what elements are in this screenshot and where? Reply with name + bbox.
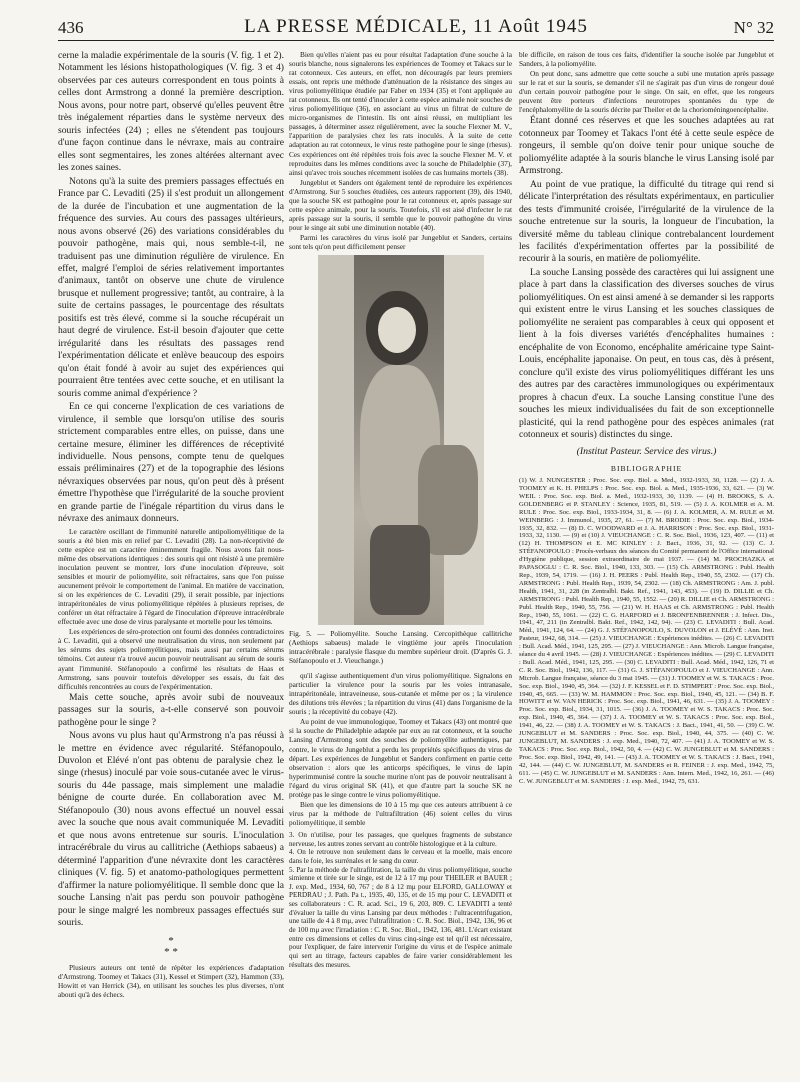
bibliography-list: (1) W. J. NUNGESTER : Proc. Soc. exp. Biol. a. Med., 1932-1933, 30, 1128. — (2) J. A. TOOMEY et K. H. PHELPS : Proc. Soc. exp. Biol. a. Med., 1935-1936, 33, 621. — (3) W. WEIL : Proc. Soc. exp. Biol. a. Med., 1932-1933, 30, 1139. — (4) H. BROOKS, S. A. GOLDENBERG et P. STANLEY : Science, 1935, 81, 519. — (5) J. A. KOLMER et A. M. RULE : Proc. Soc. exp. Biol., 1933-1934, 31, 8. — (6) J. A. KOLMER, A. M. RULE et M. WEINBERG : J. Immunol., 1935, 27, 61. — (7) M. BRODIE : Proc. Soc. exp. Biol., 1934-1935, 32, 832. — (8) D. C. WOODWARD et J. A. HARRISON : Proc. Soc. exp. Biol., 1931-1933, 32, 1130. — (9) et (10) J. VIEUCHANGE : C. R. Soc. Biol., 1936, 123, 407. — (11) et (12) H. THOMPSON et E. MC KINLEY : J. Bact., 1936, 31, 92. — (13) C. J. STÉFANOPOULO : Procès-verbaux des séances du Comité permanent de l'Office international d'Hygiène publique, session extraordinaire de mai 1937. — (14) M. PROCHAZKA et PAPASOGLU : C. R. Soc. Biol., 1940, 133, 303. — (15) Ch. ARMSTRONG : Publ. Health Rep., 1939, 54, 1719. — (16) J. H. PEERS : Publ. Health Rep., 1940, 55, 2302. — (17) Ch. ARMSTRONG : Publ. Health Rep., 1939, 54, 2302. — (18) Ch. ARMSTRONG : Am. J. publ. Health, 1941, 31, 228 (in Zentralbl. Bakt. Ref., 1941, 143, 453). — (19) D. DILLIE et Ch. ARMSTRONG : Publ. Health Rep., 1940, 55, 1552. — (20) R. DILLIE et Ch. ARMSTRONG : Publ. Health Rep., 1940, 55, 756. — (21) W. H. HAAS et Ch. ARMSTRONG : Publ. Health Rep., 1940, 55, 1061. — (22) C. G. HARFORD et J. BRONFENBRENNER : J. Infect. Dis., 1941, 47, 211 (in Zentralbl. Bakt. Ref., 1942, 142, 94). — (23) C. LEVADITI : Bull. Acad. Méd., 1941, 124, 64. — (24) G. J. STÉFANOPOULO, S. DUVOLON et J. ELÉVÉ : Ann. Inst. Pasteur, 1942, 68, 314. — (25) J. VIEUCHANGE : Expériences inédites. — (26) C. LEVADITI : Bull. Acad. Méd., 1941, 125, 295. — (27) J. VIEUCHANGE : Ann. Microb. Langue française, séance du 4 avril 1945. — (28) J. VIEUCHANGE : Expériences inédites. — (29) C. LEVADITI : Bull. Acad. Méd., 1941, 125, 295. — (30) C. LEVADITI : Bull. Acad. Méd., 1942, 126, 71 et C. R. Soc. Biol., 1942, 136, 117. — (31) G. J. STÉFANOPOULO et J. VIEUCHANGE : Ann. Microb. Langue française, séance du 3 mai 1945. — (31) J. TOOMEY et W. S. TAKACS : Proc. Soc. exp. Biol., 1940, 45, 364. — (32) J. F. KESSEL et F. D. STIMPERT : Proc. Soc. exp. Biol., 1940, 45, 665. — (33) W. M. HAMMON : Proc. Soc. exp. Biol., 1940, 45, 121. — (34) B. F. HOWITT et W. VAN HERICK : Proc. Soc. exp. Biol., 1941, 46, 631. — (35) J. A. TOOMEY : Proc. Soc. exp. Biol., 1934, 31, 1015. — (36) J. A. TOOMEY et W. S. TAKACS : Proc. Soc. exp. Biol., 1940, 45, 364. — (37) J. A. TOOMEY et W. S. TAKACS : Proc. Soc. exp. Biol., 1941, 46, 22. — (38) J. A. TOOMEY et W. S. TAKACS : J. Bact., 1941, 41, 50. — (39) C. W. JUNGEBLUT et M. SANDERS : Proc. Soc. exp. Biol., 1940, 44, 375. — (40) C. W. JUNGEBLUT, M. SANDERS : J. exp. Med., 1940, 72, 407. — (41) J. A. TOOMEY et W. S. TAKACS : Proc. Soc. exp. Biol., 1942, 50, 4. — (42) C. W. JUNGEBLUT et M. SANDERS : Proc. Soc. exp. Biol., 1942, 49, 141. — (43) J. A. TOOMEY et W. S. TAKACS : J. Bact., 1941, 42, 144. — (44) C. W. JUNGEBLUT, M. SANDERS et R. FEINER : J. exp. Med., 1942, 75, 611. — (45) C. W. JUNGEBLUT et M. SANDERS : Ann. Intern. Med., 1942, 16, 261. — (46) C. W. JUNGEBLUT et M. SANDERS : J. exp. Med., 1942, 75, 631. xyxy=(519,477,774,785)
small-paragraph: Bien qu'elles n'aient pas eu pour résultat l'adaptation d'une souche à la souris blanche, nous signalerons les expériences de Toomey et Takacs sur le rat cotonneux. Ces auteurs, en effet, non découragés par leurs premiers essais, ont repris une méthode d'atténuation de la résistance des singes au virus poliomyélitique étudiée par Faber en 1934 (35) et l'ont appliquée au rat cotonneux. Ils ont tenté d'inoculer à cette espèce animale noir souches de virus poliomyélitique (36), en associant au virus un filtrat de culture de micro-organismes de l'intestin. Ils ont ainsi réussi, en multipliant les passages, à déterminer assez régulièrement, avec la souche Flexner M. V., l'apparition de paralysies chez les rats inoculés. À la suite de cette adaptation au rat cotonneux, le virus reste pathogène pour le singe (rhesus). Ces expériences ont été répétées trois fois avec la souche Flexner M. V. et reproduites dans les mêmes conditions avec la souche de Philadelphie (37), ainsi qu'avec trois souches récemment isolées de cas humains mortels (38). xyxy=(289,50,512,177)
issue-number: N° 32 xyxy=(733,18,774,37)
column-middle xyxy=(289,50,512,970)
paragraph: En ce qui concerne l'explication de ces variations de virulence, il semble que lorsqu'on utilise des souris strictement comparables entre elles, on puisse, dans une certaine mesure, éliminer les différences de réceptivité individuelle. Nous pensons, compte tenu de quelques essais préliminaires (27) et de la topographie des lésions névraxiques observées par nous, qu'on peut dès à présent émettre l'hypothèse que l'irrégularité de la souche provient en grande partie de l'inégale répartition du virus dans le névraxe des animaux donneurs. xyxy=(58,401,284,525)
small-paragraph: qu'il s'agisse authentiquement d'un virus poliomyélitique. Signalons en particulier la virulence pour la souris par les voies intranasale, intrapéritonéale, intraveineuse, sous-cutanée et même per os ; la virulence des dilutions très élevées ; la répartition du virus (41) dans l'organisme de la souris ; la réceptivité du cobaye (42). xyxy=(289,671,512,717)
paragraph: Nous avons vu plus haut qu'Armstrong n'a pas réussi à le mettre en évidence avec régularité. Stéfanopoulo, Duvolon et Elévé n'ont pas obtenu de paralysie chez le singe (rhesus) inoculé par voie sous-cutanée avec le virus-souris du 44e passage, mais simplement une maladie bénigne de courte durée. En collaboration avec M. Stéfanopoulo (30) nous avons effectué un nouvel essai avec la souche que nous avait communiquée M. Levaditi et que nous avons entretenue sur souris. L'inoculation intracérébrale du virus au callitriche (Aethiops sabaeus) a déterminé l'apparition d'une névraxite dont les caractères cliniques (V. fig. 5) et anatomo-pathologiques permettent d'affirmer la nature poliomyélitique. Il semble donc que la souche Lansing n'ait pas perdu son pouvoir pathogène pour le singe malgré les nombreux passages effectués sur souris. xyxy=(58,730,284,929)
paragraph: Mais cette souche, après avoir subi de nouveaux passages sur la souris, a-t-elle conservé son pouvoir pathogène pour le singe ? xyxy=(58,691,284,728)
page-number: 436 xyxy=(58,18,84,37)
small-paragraph: Le caractère oscillant de l'immunité naturelle antipoliomyélitique de la souris a été bien mis en relief par C. Levaditi (28). La non-réceptivité de cette espèce est un caractère éminemment fragile. Nous avons fait nous-même des observations identiques : des souris qui ont résisté à une première inoculation peuvent se montrer, lors d'une inoculation d'épreuve, soit sensibles et mourir de poliomyélite, soit réfractaires, sans que l'on puisse aucunement prévoir le comportement de l'animal. En matière de vaccination, si on les expériences de C. Levaditi (29), il serait possible, par injections intrapéritonéales de virus poliomyélitique répétées à plusieurs reprises, de conférer un état réfractaire à l'égard de l'inoculation d'épreuve intracérébrale effectuée avec une dose de virus paralysante et mortelle pour les témoins. xyxy=(58,526,284,627)
column-left xyxy=(58,50,284,1000)
small-paragraph: ble difficile, en raison de tous ces faits, d'identifier la souche isolée par Jungeblut et Sanders, à la poliomyélite. xyxy=(519,50,774,69)
page-header xyxy=(58,16,774,41)
small-paragraph: Les expériences de séro-protection ont fourni des données contradictoires à C. Levaditi, qui a observé une neutralisation du virus, non seulement par les sérums des sujets poliomyélitiques, mais aussi par certains sérums témoins. Cet auteur n'a trouvé aucun pouvoir neutralisant au sérum de souris ayant l'immunité. Stéfanopoulo a confirmé les résultats de Haas et Armstrong, sans pouvoir toutefois développer ses essais, du fait des difficultés rencontrées au cours de l'expérimentation. xyxy=(58,627,284,691)
small-paragraph: Jungeblut et Sanders ont également tenté de reproduire les expériences d'Armstrong. Sur 5 souches étudiées, ces auteurs rapportent (39), dès 1940, que la souche SK est pathogène pour le rat cotonneux et, après passage sur cette espèce animale, pour la souris. Toutefois, s'il est aisé d'infecter le rat après passage sur la souris, il semble que le pouvoir pathogène du virus pour le singe ait subi une diminution notable (40). xyxy=(289,177,512,232)
paragraph: cerne la maladie expérimentale de la souris (V. fig. 1 et 2). Notamment les lésions histopathologiques (V. fig. 3 et 4) observées par ces auteurs correspondent en tous points à celles dont Armstrong a donné la première description. Nous avons, pour notre part, observé qu'elles peuvent être très inégalement réparties dans le système nerveux des souris infectées (24) ; elles ne s'étendent pas toujours d'une façon continue dans le névraxe, mais au contraire elles sont segmentaires, les zones altérées alternant avec les zones saines. xyxy=(58,50,284,174)
small-paragraph: Au point de vue immunologique, Toomey et Takacs (43) ont montré que si la souche de Philadelphie adaptée par eux au rat cotonneux, et la souche Lansing d'Armstrong sont des souches de poliomyélite authentiques, par contre, le virus de Jungeblut a perdu les propriétés spécifiques du virus de départ. Les expériences de Jungeblut et Sanders confirment en partie cette observation : alors que les anticorps spécifiques, le virus de lapin hyperimmunisé contre la souche murine n'ont pas de pouvoir neutralisant à l'égard du virus original SK (41), et que d'autre part la souche SK ne protège pas le singe contre le virus poliomyélitique. xyxy=(289,717,512,799)
paragraph: Notons qu'à la suite des premiers passages effectués en France par C. Levaditi (25) il s'est produit un allongement de la durée de l'incubation et une augmentation de la fréquence des survies. Au cours des passages ultérieurs, nous avons observé (26) des variations considérables du pouvoir pathogène, mais qui, nous semble-t-il, ne traduisent pas une diminution régulière de virulence. En effet, malgré l'emploi de séries relativement importantes d'animaux, tantôt on observe une chute de virulence brusque et nullement progressive; tantôt, au contraire, à la suite de certains passages, le pourcentage des résultats positifs est très élevé, comme si la souche récupérait un haut degré de virulence. Est-il besoin d'ajouter que cette irrégularité dans les résultats des passages rend l'expérimentation délicate et enlève beaucoup des espoirs qu'on était fondé à avoir au sujet des expériences qui pourraient être tentées avec cette souche, et en utilisant la souris comme animal d'expérience ? xyxy=(58,175,284,399)
institute-signature: (Institut Pasteur. Service des virus.) xyxy=(576,445,717,457)
small-paragraph: On peut donc, sans admettre que cette souche a subi une mutation après passage sur le rat et sur la souris, se demander s'il ne s'agirait pas d'un virus de rongeur doué d'un certain pouvoir pathogène pour le singe. On sait, en effet, que les rongeurs peuvent être porteurs d'infections neurotropes spontanées du type de l'encéphalomyélite de la souris décrite par Theiler et de la chorioméningoencéphalite. xyxy=(519,69,774,115)
small-paragraph: Bien que les dimensions de 10 à 15 mμ que ces auteurs attribuent à ce virus par la méthode de l'ultrafiltration (46) soient celles du virus poliomyélitique, il semble xyxy=(289,799,512,827)
bibliography-heading: BIBLIOGRAPHIE xyxy=(610,464,683,474)
figure-caption: Fig. 5. — Poliomyélite. Souche Lansing. Cercopithèque callitriche (Aethiops sabaeus) malade le vingtième jour après l'inoculation intracérébrale : paralysie flasque du membre supérieur droit. (D'après G. J. Stéfanopoulo et J. Vieuchange.) xyxy=(289,629,512,666)
small-paragraph: Parmi les caractères du virus isolé par Jungeblut et Sanders, certains sont tels qu'on peut difficilement penser xyxy=(289,232,512,251)
paragraph: Étant donné ces réserves et que les souches adaptées au rat cotonneux par Toomey et Takacs l'ont été à cette seule espèce de rongeurs, il semble qu'on doive tenir pour unique souche de poliomyélite adaptée à la souris blanche le virus Lansing isolé par Armstrong. xyxy=(519,115,774,177)
monkey-photograph xyxy=(318,255,484,625)
small-paragraph: Plusieurs auteurs ont tenté de répéter les expériences d'adaptation d'Armstrong. Toomey et Takacs (31), Kessel et Stimpert (32), Hammon (33), Howitt et van Herrick (34), en utilisant les souches les plus diverses, n'ont abouti qu'à des échecs. xyxy=(58,962,284,999)
footnotes: 3. On n'utilise, pour les passages, que quelques fragments de substance nerveuse, les autres zones servant au contrôle histologique et à la culture. 4. On le retrouve non seulement dans le cerveau et la moelle, mais encore dans le foie, les surrénales et le sang du cœur. 5. Par la méthode de l'ultrafiltration, la taille du virus poliomyélitique, souche simienne et tirée sur le singe, est de 12 à 17 mμ pour THEILER et BAUER ; J. exp. Med., 1934, 60, 767 ; de 8 à 12 mμ pour ELFORD, GALLOWAY et PERDRAU ; J. Path. Pa t., 1935, 40, 135, et de 15 mμ pour C. LEVADITI et ses collaborateurs : C. R. acad. Sci., 19 6, 203, 809. C. LEVADITI a tenté d'évaluer la taille du virus Lansing par deux méthodes : l'ultracentrifugation, une taille de 4 à 8 mμ, avec l'ultrafiltration : C. R. Soc. Biol., 1942, 136, 96 et de 100 mμ avec l'irradiation : C. R. Soc. Biol., 1942, 136, 481. L'écart existant entre ces dimensions et celles du virus cinq-singe est tel qu'il est nécessaire, pour l'expliquer, de faire intervenir l'origine du virus et de l'espèce animale qui sert au titrage, facteurs capables de faire varier considérablement les résultats des mesures. xyxy=(289,830,512,969)
column-right xyxy=(519,50,774,786)
paragraph: La souche Lansing possède des caractères qui lui assignent une place à part dans la classification des diverses souches de virus poliomyélitiques. On est ainsi amené à se demander si les rapports qui existent entre le virus Lansing et les souches classiques de poliomyélite ne seraient pas comparables à ceux qui opposent et lient à la fois diverses variétés d'encéphalites humaines : encéphalite de von Economo, encéphalite américaine type Saint-Louis, encéphalite japonaise. On peut, en tous cas, dès à présent, conclure qu'il existe des virus poliomyélitiques différant les uns des autres par des caractères immunologiques ou expérimentaux propres à chacun d'eux. La souche Lansing constitue l'une des souches les mieux individualisées du fait de son exceptionnelle plasticité, qui la rend pathogène pour des espèces animales (rat cotonneux et souris) distinctes du singe. xyxy=(519,266,774,441)
paragraph: Au point de vue pratique, la difficulté du titrage qui rend si délicate l'interprétation des résultats expérimentaux, en particulier des tests d'immunité croisée, l'irrégularité de la virulence de la souche entretenue sur la souris, la longueur de l'incubation, la diversité même du tableau clinique contrebalancent lourdement les facilités d'expérimentation offertes par la possibilité de recourir à la souris, en matière de poliomyélite. xyxy=(519,178,774,265)
section-separator-stars: * * * xyxy=(164,934,178,959)
journal-title: LA PRESSE MÉDICALE, 11 Août 1945 xyxy=(244,16,588,37)
